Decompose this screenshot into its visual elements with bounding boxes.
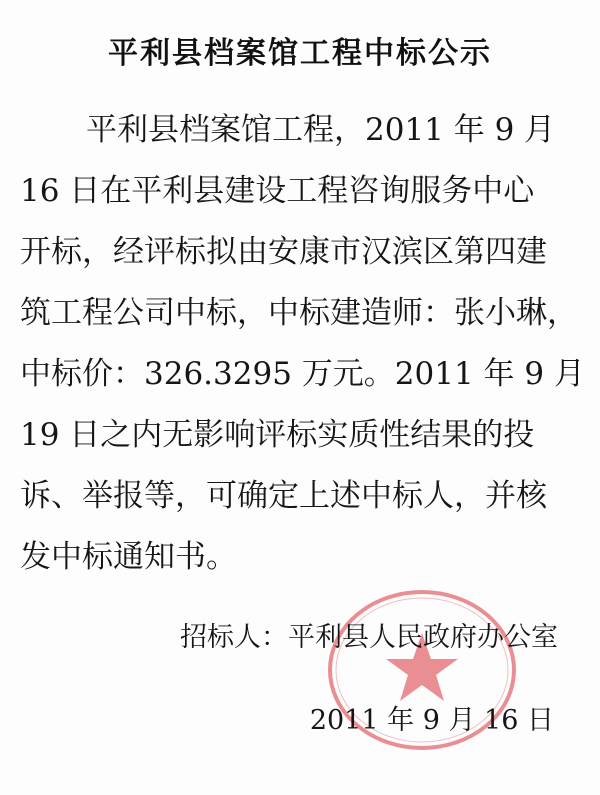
- body-line: 平利县档案馆工程，2011 年 9 月: [86, 112, 556, 148]
- signer-line: 招标人：平利县人民政府办公室: [180, 622, 558, 653]
- body-line: 16 日在平利县建设工程咨询服务中心: [20, 173, 535, 209]
- body-line: 诉、举报等，可确定上述中标人，并核: [20, 478, 547, 514]
- notice-body: [20, 100, 585, 588]
- body-line: 19 日之内无影响评标实质性结果的投: [20, 417, 535, 453]
- notice-title: 平利县档案馆工程中标公示: [108, 36, 492, 71]
- body-line: 中标价：326.3295 万元。2011 年 9 月: [20, 356, 585, 392]
- body-line: 发中标通知书。: [20, 539, 237, 575]
- body-line: 筑工程公司中标，中标建造师：张小琳，: [20, 295, 578, 331]
- body-line: 开标，经评标拟由安康市汉滨区第四建: [20, 234, 547, 270]
- notice-date: 2011 年 9 月 16 日: [309, 705, 554, 736]
